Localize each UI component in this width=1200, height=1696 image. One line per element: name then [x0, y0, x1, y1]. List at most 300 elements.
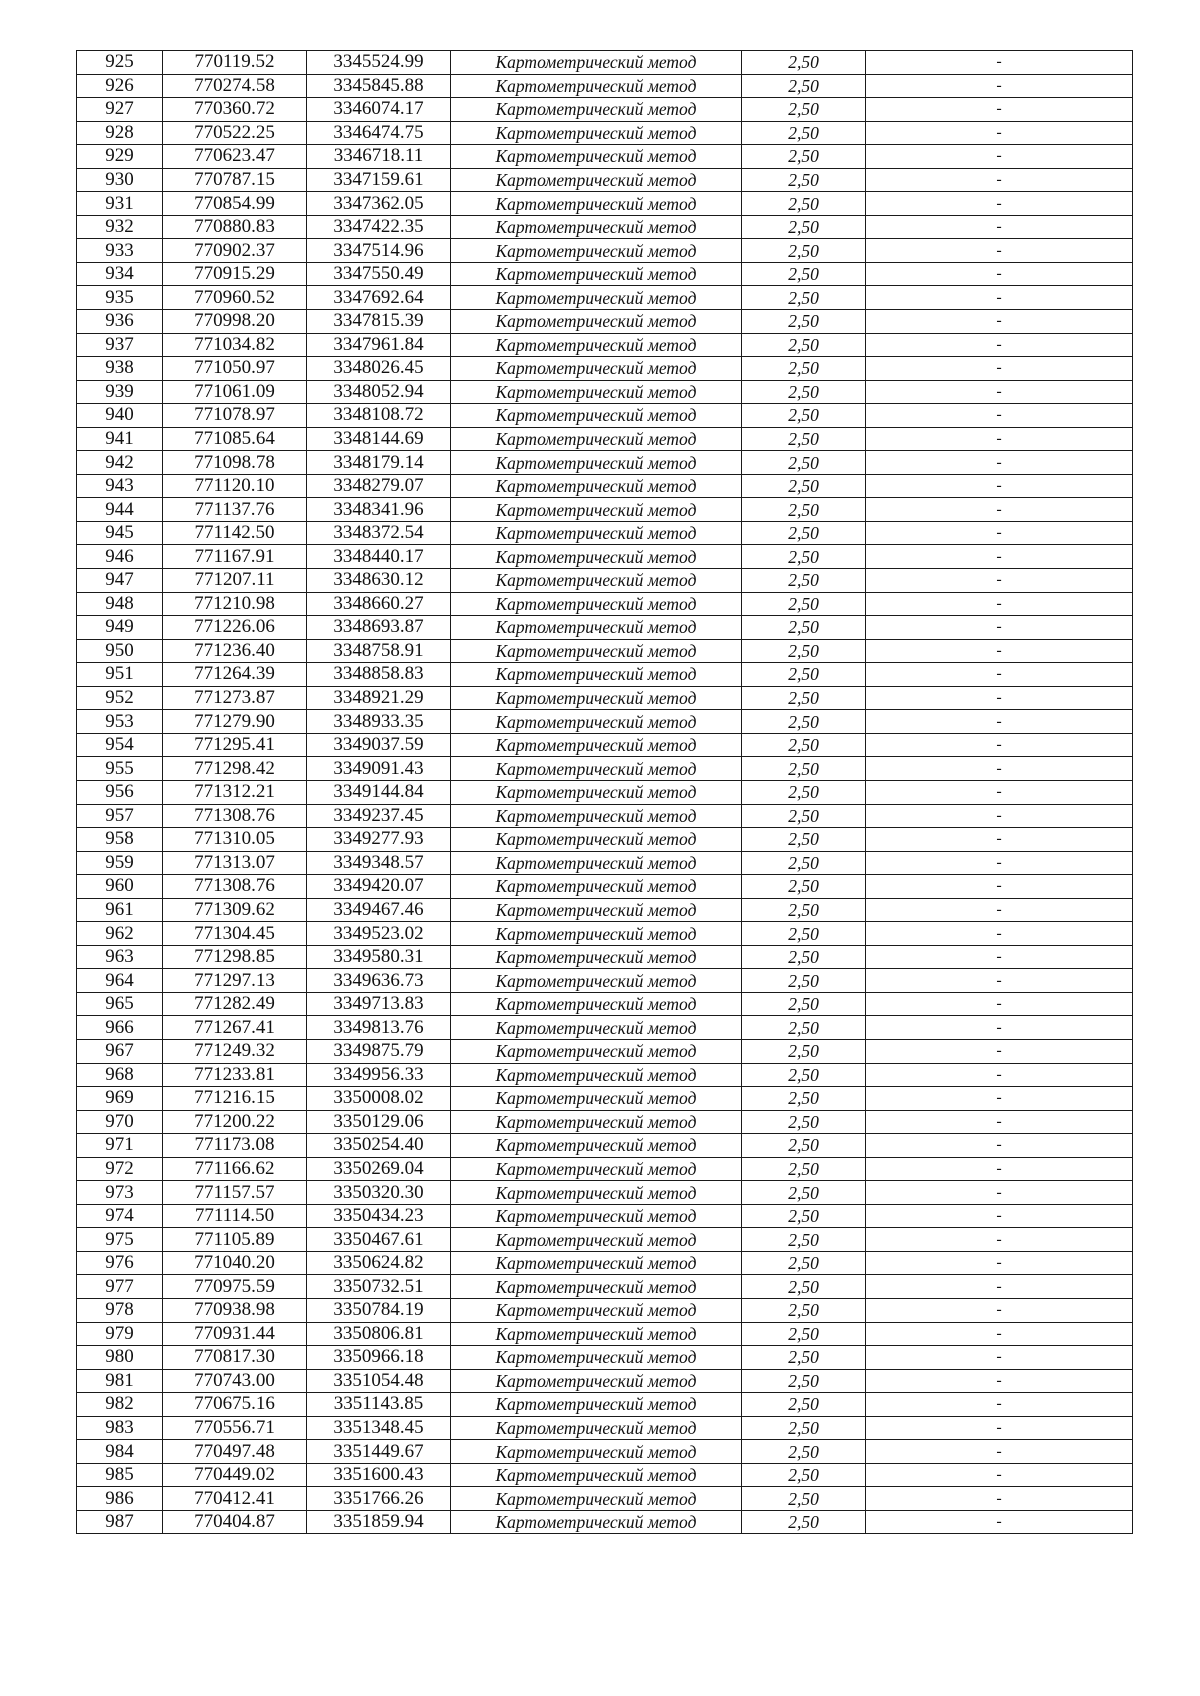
- y-coordinate-cell: 3347422.35: [307, 215, 451, 239]
- x-coordinate-cell: 771210.98: [163, 592, 307, 616]
- point-number-cell: 981: [77, 1369, 163, 1393]
- note-cell: -: [866, 51, 1133, 75]
- accuracy-cell: 2,50: [742, 733, 866, 757]
- method-cell: Картометрический метод: [451, 521, 742, 545]
- x-coordinate-cell: 770854.99: [163, 192, 307, 216]
- table-row: [77, 1322, 1133, 1346]
- point-number-cell: 961: [77, 898, 163, 922]
- point-number-cell: 983: [77, 1416, 163, 1440]
- y-coordinate-cell: 3348026.45: [307, 357, 451, 381]
- table-row: [77, 310, 1133, 334]
- table-row: [77, 828, 1133, 852]
- x-coordinate-cell: 771200.22: [163, 1110, 307, 1134]
- accuracy-cell: 2,50: [742, 1322, 866, 1346]
- table-row: [77, 1087, 1133, 1111]
- x-coordinate-cell: 771264.39: [163, 663, 307, 687]
- accuracy-cell: 2,50: [742, 286, 866, 310]
- note-cell: -: [866, 545, 1133, 569]
- y-coordinate-cell: 3348341.96: [307, 498, 451, 522]
- table-row: [77, 98, 1133, 122]
- accuracy-cell: 2,50: [742, 74, 866, 98]
- note-cell: -: [866, 780, 1133, 804]
- note-cell: -: [866, 1039, 1133, 1063]
- y-coordinate-cell: 3349813.76: [307, 1016, 451, 1040]
- y-coordinate-cell: 3349523.02: [307, 922, 451, 946]
- method-cell: Картометрический метод: [451, 969, 742, 993]
- y-coordinate-cell: 3349348.57: [307, 851, 451, 875]
- note-cell: -: [866, 1416, 1133, 1440]
- note-cell: -: [866, 333, 1133, 357]
- point-number-cell: 964: [77, 969, 163, 993]
- y-coordinate-cell: 3347815.39: [307, 310, 451, 334]
- note-cell: -: [866, 686, 1133, 710]
- point-number-cell: 943: [77, 474, 163, 498]
- accuracy-cell: 2,50: [742, 1275, 866, 1299]
- table-row: [77, 710, 1133, 734]
- y-coordinate-cell: 3349713.83: [307, 992, 451, 1016]
- table-row: [77, 404, 1133, 428]
- point-number-cell: 982: [77, 1393, 163, 1417]
- y-coordinate-cell: 3345845.88: [307, 74, 451, 98]
- x-coordinate-cell: 770998.20: [163, 310, 307, 334]
- table-row: [77, 1157, 1133, 1181]
- x-coordinate-cell: 770880.83: [163, 215, 307, 239]
- note-cell: -: [866, 969, 1133, 993]
- coordinates-table: [76, 50, 1133, 1534]
- note-cell: -: [866, 1016, 1133, 1040]
- accuracy-cell: 2,50: [742, 1016, 866, 1040]
- point-number-cell: 927: [77, 98, 163, 122]
- x-coordinate-cell: 771114.50: [163, 1204, 307, 1228]
- method-cell: Картометрический метод: [451, 74, 742, 98]
- y-coordinate-cell: 3351348.45: [307, 1416, 451, 1440]
- x-coordinate-cell: 771236.40: [163, 639, 307, 663]
- accuracy-cell: 2,50: [742, 521, 866, 545]
- point-number-cell: 984: [77, 1440, 163, 1464]
- note-cell: -: [866, 427, 1133, 451]
- x-coordinate-cell: 771167.91: [163, 545, 307, 569]
- point-number-cell: 954: [77, 733, 163, 757]
- table-row: [77, 639, 1133, 663]
- accuracy-cell: 2,50: [742, 828, 866, 852]
- method-cell: Картометрический метод: [451, 710, 742, 734]
- table-row: [77, 498, 1133, 522]
- method-cell: Картометрический метод: [451, 1416, 742, 1440]
- x-coordinate-cell: 770902.37: [163, 239, 307, 263]
- point-number-cell: 933: [77, 239, 163, 263]
- accuracy-cell: 2,50: [742, 1039, 866, 1063]
- method-cell: Картометрический метод: [451, 192, 742, 216]
- table-row: [77, 804, 1133, 828]
- method-cell: Картометрический метод: [451, 545, 742, 569]
- method-cell: Картометрический метод: [451, 498, 742, 522]
- point-number-cell: 950: [77, 639, 163, 663]
- x-coordinate-cell: 771273.87: [163, 686, 307, 710]
- note-cell: -: [866, 992, 1133, 1016]
- table-row: [77, 121, 1133, 145]
- point-number-cell: 962: [77, 922, 163, 946]
- x-coordinate-cell: 771295.41: [163, 733, 307, 757]
- table-row: [77, 733, 1133, 757]
- y-coordinate-cell: 3349091.43: [307, 757, 451, 781]
- x-coordinate-cell: 771308.76: [163, 804, 307, 828]
- method-cell: Картометрический метод: [451, 1463, 742, 1487]
- table-row: [77, 1275, 1133, 1299]
- x-coordinate-cell: 770817.30: [163, 1346, 307, 1370]
- accuracy-cell: 2,50: [742, 1110, 866, 1134]
- table-row: [77, 898, 1133, 922]
- x-coordinate-cell: 771310.05: [163, 828, 307, 852]
- x-coordinate-cell: 771137.76: [163, 498, 307, 522]
- note-cell: -: [866, 757, 1133, 781]
- x-coordinate-cell: 771040.20: [163, 1251, 307, 1275]
- method-cell: Картометрический метод: [451, 686, 742, 710]
- point-number-cell: 941: [77, 427, 163, 451]
- x-coordinate-cell: 770274.58: [163, 74, 307, 98]
- table-row: [77, 474, 1133, 498]
- y-coordinate-cell: 3351143.85: [307, 1393, 451, 1417]
- note-cell: -: [866, 521, 1133, 545]
- accuracy-cell: 2,50: [742, 333, 866, 357]
- accuracy-cell: 2,50: [742, 451, 866, 475]
- note-cell: -: [866, 1487, 1133, 1511]
- note-cell: -: [866, 828, 1133, 852]
- table-row: [77, 74, 1133, 98]
- method-cell: Картометрический метод: [451, 168, 742, 192]
- accuracy-cell: 2,50: [742, 945, 866, 969]
- x-coordinate-cell: 770975.59: [163, 1275, 307, 1299]
- accuracy-cell: 2,50: [742, 1393, 866, 1417]
- x-coordinate-cell: 771216.15: [163, 1087, 307, 1111]
- note-cell: -: [866, 1510, 1133, 1534]
- point-number-cell: 946: [77, 545, 163, 569]
- x-coordinate-cell: 771304.45: [163, 922, 307, 946]
- point-number-cell: 940: [77, 404, 163, 428]
- accuracy-cell: 2,50: [742, 262, 866, 286]
- y-coordinate-cell: 3348372.54: [307, 521, 451, 545]
- point-number-cell: 932: [77, 215, 163, 239]
- point-number-cell: 970: [77, 1110, 163, 1134]
- method-cell: Картометрический метод: [451, 851, 742, 875]
- note-cell: -: [866, 474, 1133, 498]
- y-coordinate-cell: 3345524.99: [307, 51, 451, 75]
- y-coordinate-cell: 3348921.29: [307, 686, 451, 710]
- method-cell: Картометрический метод: [451, 357, 742, 381]
- note-cell: -: [866, 98, 1133, 122]
- accuracy-cell: 2,50: [742, 51, 866, 75]
- accuracy-cell: 2,50: [742, 239, 866, 263]
- method-cell: Картометрический метод: [451, 427, 742, 451]
- x-coordinate-cell: 771233.81: [163, 1063, 307, 1087]
- accuracy-cell: 2,50: [742, 663, 866, 687]
- y-coordinate-cell: 3351449.67: [307, 1440, 451, 1464]
- note-cell: -: [866, 616, 1133, 640]
- note-cell: -: [866, 286, 1133, 310]
- x-coordinate-cell: 770522.25: [163, 121, 307, 145]
- y-coordinate-cell: 3348630.12: [307, 569, 451, 593]
- note-cell: -: [866, 1157, 1133, 1181]
- accuracy-cell: 2,50: [742, 310, 866, 334]
- accuracy-cell: 2,50: [742, 898, 866, 922]
- method-cell: Картометрический метод: [451, 875, 742, 899]
- x-coordinate-cell: 771166.62: [163, 1157, 307, 1181]
- point-number-cell: 952: [77, 686, 163, 710]
- method-cell: Картометрический метод: [451, 404, 742, 428]
- method-cell: Картометрический метод: [451, 1204, 742, 1228]
- accuracy-cell: 2,50: [742, 639, 866, 663]
- point-number-cell: 974: [77, 1204, 163, 1228]
- table-row: [77, 451, 1133, 475]
- accuracy-cell: 2,50: [742, 121, 866, 145]
- x-coordinate-cell: 771249.32: [163, 1039, 307, 1063]
- y-coordinate-cell: 3348440.17: [307, 545, 451, 569]
- x-coordinate-cell: 771308.76: [163, 875, 307, 899]
- y-coordinate-cell: 3350624.82: [307, 1251, 451, 1275]
- note-cell: -: [866, 945, 1133, 969]
- note-cell: -: [866, 451, 1133, 475]
- table-row: [77, 1346, 1133, 1370]
- note-cell: -: [866, 875, 1133, 899]
- accuracy-cell: 2,50: [742, 1369, 866, 1393]
- x-coordinate-cell: 770404.87: [163, 1510, 307, 1534]
- y-coordinate-cell: 3350467.61: [307, 1228, 451, 1252]
- note-cell: -: [866, 922, 1133, 946]
- table-body: [77, 51, 1133, 1534]
- method-cell: Картометрический метод: [451, 310, 742, 334]
- note-cell: -: [866, 1134, 1133, 1158]
- accuracy-cell: 2,50: [742, 592, 866, 616]
- table-row: [77, 427, 1133, 451]
- table-row: [77, 215, 1133, 239]
- method-cell: Картометрический метод: [451, 286, 742, 310]
- table-row: [77, 569, 1133, 593]
- table-row: [77, 1251, 1133, 1275]
- y-coordinate-cell: 3347692.64: [307, 286, 451, 310]
- y-coordinate-cell: 3346074.17: [307, 98, 451, 122]
- x-coordinate-cell: 771309.62: [163, 898, 307, 922]
- y-coordinate-cell: 3349467.46: [307, 898, 451, 922]
- point-number-cell: 965: [77, 992, 163, 1016]
- accuracy-cell: 2,50: [742, 875, 866, 899]
- y-coordinate-cell: 3350732.51: [307, 1275, 451, 1299]
- method-cell: Картометрический метод: [451, 663, 742, 687]
- table-row: [77, 1463, 1133, 1487]
- table-row: [77, 1181, 1133, 1205]
- table-row: [77, 239, 1133, 263]
- note-cell: -: [866, 639, 1133, 663]
- y-coordinate-cell: 3351054.48: [307, 1369, 451, 1393]
- point-number-cell: 936: [77, 310, 163, 334]
- x-coordinate-cell: 770119.52: [163, 51, 307, 75]
- x-coordinate-cell: 770449.02: [163, 1463, 307, 1487]
- method-cell: Картометрический метод: [451, 592, 742, 616]
- point-number-cell: 966: [77, 1016, 163, 1040]
- accuracy-cell: 2,50: [742, 498, 866, 522]
- y-coordinate-cell: 3349420.07: [307, 875, 451, 899]
- y-coordinate-cell: 3350434.23: [307, 1204, 451, 1228]
- x-coordinate-cell: 770412.41: [163, 1487, 307, 1511]
- x-coordinate-cell: 770931.44: [163, 1322, 307, 1346]
- y-coordinate-cell: 3348758.91: [307, 639, 451, 663]
- point-number-cell: 928: [77, 121, 163, 145]
- x-coordinate-cell: 770497.48: [163, 1440, 307, 1464]
- y-coordinate-cell: 3350320.30: [307, 1181, 451, 1205]
- table-row: [77, 663, 1133, 687]
- accuracy-cell: 2,50: [742, 1157, 866, 1181]
- note-cell: -: [866, 592, 1133, 616]
- table-row: [77, 922, 1133, 946]
- method-cell: Картометрический метод: [451, 1228, 742, 1252]
- note-cell: -: [866, 192, 1133, 216]
- note-cell: -: [866, 1393, 1133, 1417]
- accuracy-cell: 2,50: [742, 1204, 866, 1228]
- note-cell: -: [866, 145, 1133, 169]
- table-row: [77, 1134, 1133, 1158]
- note-cell: -: [866, 310, 1133, 334]
- point-number-cell: 956: [77, 780, 163, 804]
- note-cell: -: [866, 1228, 1133, 1252]
- table-row: [77, 1440, 1133, 1464]
- y-coordinate-cell: 3347514.96: [307, 239, 451, 263]
- table-row: [77, 1110, 1133, 1134]
- point-number-cell: 963: [77, 945, 163, 969]
- note-cell: -: [866, 121, 1133, 145]
- note-cell: -: [866, 1204, 1133, 1228]
- point-number-cell: 926: [77, 74, 163, 98]
- table-row: [77, 1204, 1133, 1228]
- accuracy-cell: 2,50: [742, 404, 866, 428]
- accuracy-cell: 2,50: [742, 145, 866, 169]
- point-number-cell: 944: [77, 498, 163, 522]
- table-row: [77, 168, 1133, 192]
- note-cell: -: [866, 1463, 1133, 1487]
- method-cell: Картометрический метод: [451, 616, 742, 640]
- point-number-cell: 976: [77, 1251, 163, 1275]
- table-row: [77, 1416, 1133, 1440]
- table-row: [77, 333, 1133, 357]
- point-number-cell: 972: [77, 1157, 163, 1181]
- y-coordinate-cell: 3348693.87: [307, 616, 451, 640]
- point-number-cell: 975: [77, 1228, 163, 1252]
- point-number-cell: 925: [77, 51, 163, 75]
- method-cell: Картометрический метод: [451, 1110, 742, 1134]
- table-row: [77, 592, 1133, 616]
- note-cell: -: [866, 1298, 1133, 1322]
- point-number-cell: 955: [77, 757, 163, 781]
- y-coordinate-cell: 3346718.11: [307, 145, 451, 169]
- y-coordinate-cell: 3347961.84: [307, 333, 451, 357]
- x-coordinate-cell: 771279.90: [163, 710, 307, 734]
- x-coordinate-cell: 770556.71: [163, 1416, 307, 1440]
- accuracy-cell: 2,50: [742, 1063, 866, 1087]
- x-coordinate-cell: 771034.82: [163, 333, 307, 357]
- method-cell: Картометрический метод: [451, 945, 742, 969]
- point-number-cell: 953: [77, 710, 163, 734]
- x-coordinate-cell: 771298.42: [163, 757, 307, 781]
- point-number-cell: 937: [77, 333, 163, 357]
- method-cell: Картометрический метод: [451, 239, 742, 263]
- y-coordinate-cell: 3350254.40: [307, 1134, 451, 1158]
- y-coordinate-cell: 3348179.14: [307, 451, 451, 475]
- x-coordinate-cell: 771313.07: [163, 851, 307, 875]
- point-number-cell: 930: [77, 168, 163, 192]
- note-cell: -: [866, 663, 1133, 687]
- y-coordinate-cell: 3349037.59: [307, 733, 451, 757]
- y-coordinate-cell: 3349144.84: [307, 780, 451, 804]
- note-cell: -: [866, 215, 1133, 239]
- y-coordinate-cell: 3347159.61: [307, 168, 451, 192]
- table-row: [77, 262, 1133, 286]
- y-coordinate-cell: 3349580.31: [307, 945, 451, 969]
- table-row: [77, 521, 1133, 545]
- note-cell: -: [866, 569, 1133, 593]
- note-cell: -: [866, 1251, 1133, 1275]
- y-coordinate-cell: 3350966.18: [307, 1346, 451, 1370]
- method-cell: Картометрический метод: [451, 1134, 742, 1158]
- method-cell: Картометрический метод: [451, 733, 742, 757]
- y-coordinate-cell: 3349956.33: [307, 1063, 451, 1087]
- accuracy-cell: 2,50: [742, 357, 866, 381]
- method-cell: Картометрический метод: [451, 1251, 742, 1275]
- point-number-cell: 958: [77, 828, 163, 852]
- note-cell: -: [866, 168, 1133, 192]
- method-cell: Картометрический метод: [451, 1157, 742, 1181]
- table-row: [77, 686, 1133, 710]
- point-number-cell: 973: [77, 1181, 163, 1205]
- note-cell: -: [866, 851, 1133, 875]
- table-row: [77, 969, 1133, 993]
- point-number-cell: 947: [77, 569, 163, 593]
- point-number-cell: 971: [77, 1134, 163, 1158]
- point-number-cell: 979: [77, 1322, 163, 1346]
- method-cell: Картометрический метод: [451, 1510, 742, 1534]
- y-coordinate-cell: 3349237.45: [307, 804, 451, 828]
- point-number-cell: 969: [77, 1087, 163, 1111]
- x-coordinate-cell: 770360.72: [163, 98, 307, 122]
- accuracy-cell: 2,50: [742, 569, 866, 593]
- accuracy-cell: 2,50: [742, 992, 866, 1016]
- point-number-cell: 949: [77, 616, 163, 640]
- point-number-cell: 948: [77, 592, 163, 616]
- x-coordinate-cell: 770675.16: [163, 1393, 307, 1417]
- x-coordinate-cell: 771098.78: [163, 451, 307, 475]
- point-number-cell: 945: [77, 521, 163, 545]
- table-row: [77, 145, 1133, 169]
- table-row: [77, 875, 1133, 899]
- note-cell: -: [866, 1275, 1133, 1299]
- table-row: [77, 1228, 1133, 1252]
- method-cell: Картометрический метод: [451, 804, 742, 828]
- accuracy-cell: 2,50: [742, 1510, 866, 1534]
- y-coordinate-cell: 3350784.19: [307, 1298, 451, 1322]
- accuracy-cell: 2,50: [742, 1228, 866, 1252]
- note-cell: -: [866, 1440, 1133, 1464]
- point-number-cell: 960: [77, 875, 163, 899]
- note-cell: -: [866, 1063, 1133, 1087]
- x-coordinate-cell: 771105.89: [163, 1228, 307, 1252]
- note-cell: -: [866, 239, 1133, 263]
- x-coordinate-cell: 771142.50: [163, 521, 307, 545]
- y-coordinate-cell: 3348279.07: [307, 474, 451, 498]
- x-coordinate-cell: 770915.29: [163, 262, 307, 286]
- accuracy-cell: 2,50: [742, 780, 866, 804]
- method-cell: Картометрический метод: [451, 1369, 742, 1393]
- y-coordinate-cell: 3350806.81: [307, 1322, 451, 1346]
- method-cell: Картометрический метод: [451, 922, 742, 946]
- method-cell: Картометрический метод: [451, 1181, 742, 1205]
- note-cell: -: [866, 1346, 1133, 1370]
- table-row: [77, 1063, 1133, 1087]
